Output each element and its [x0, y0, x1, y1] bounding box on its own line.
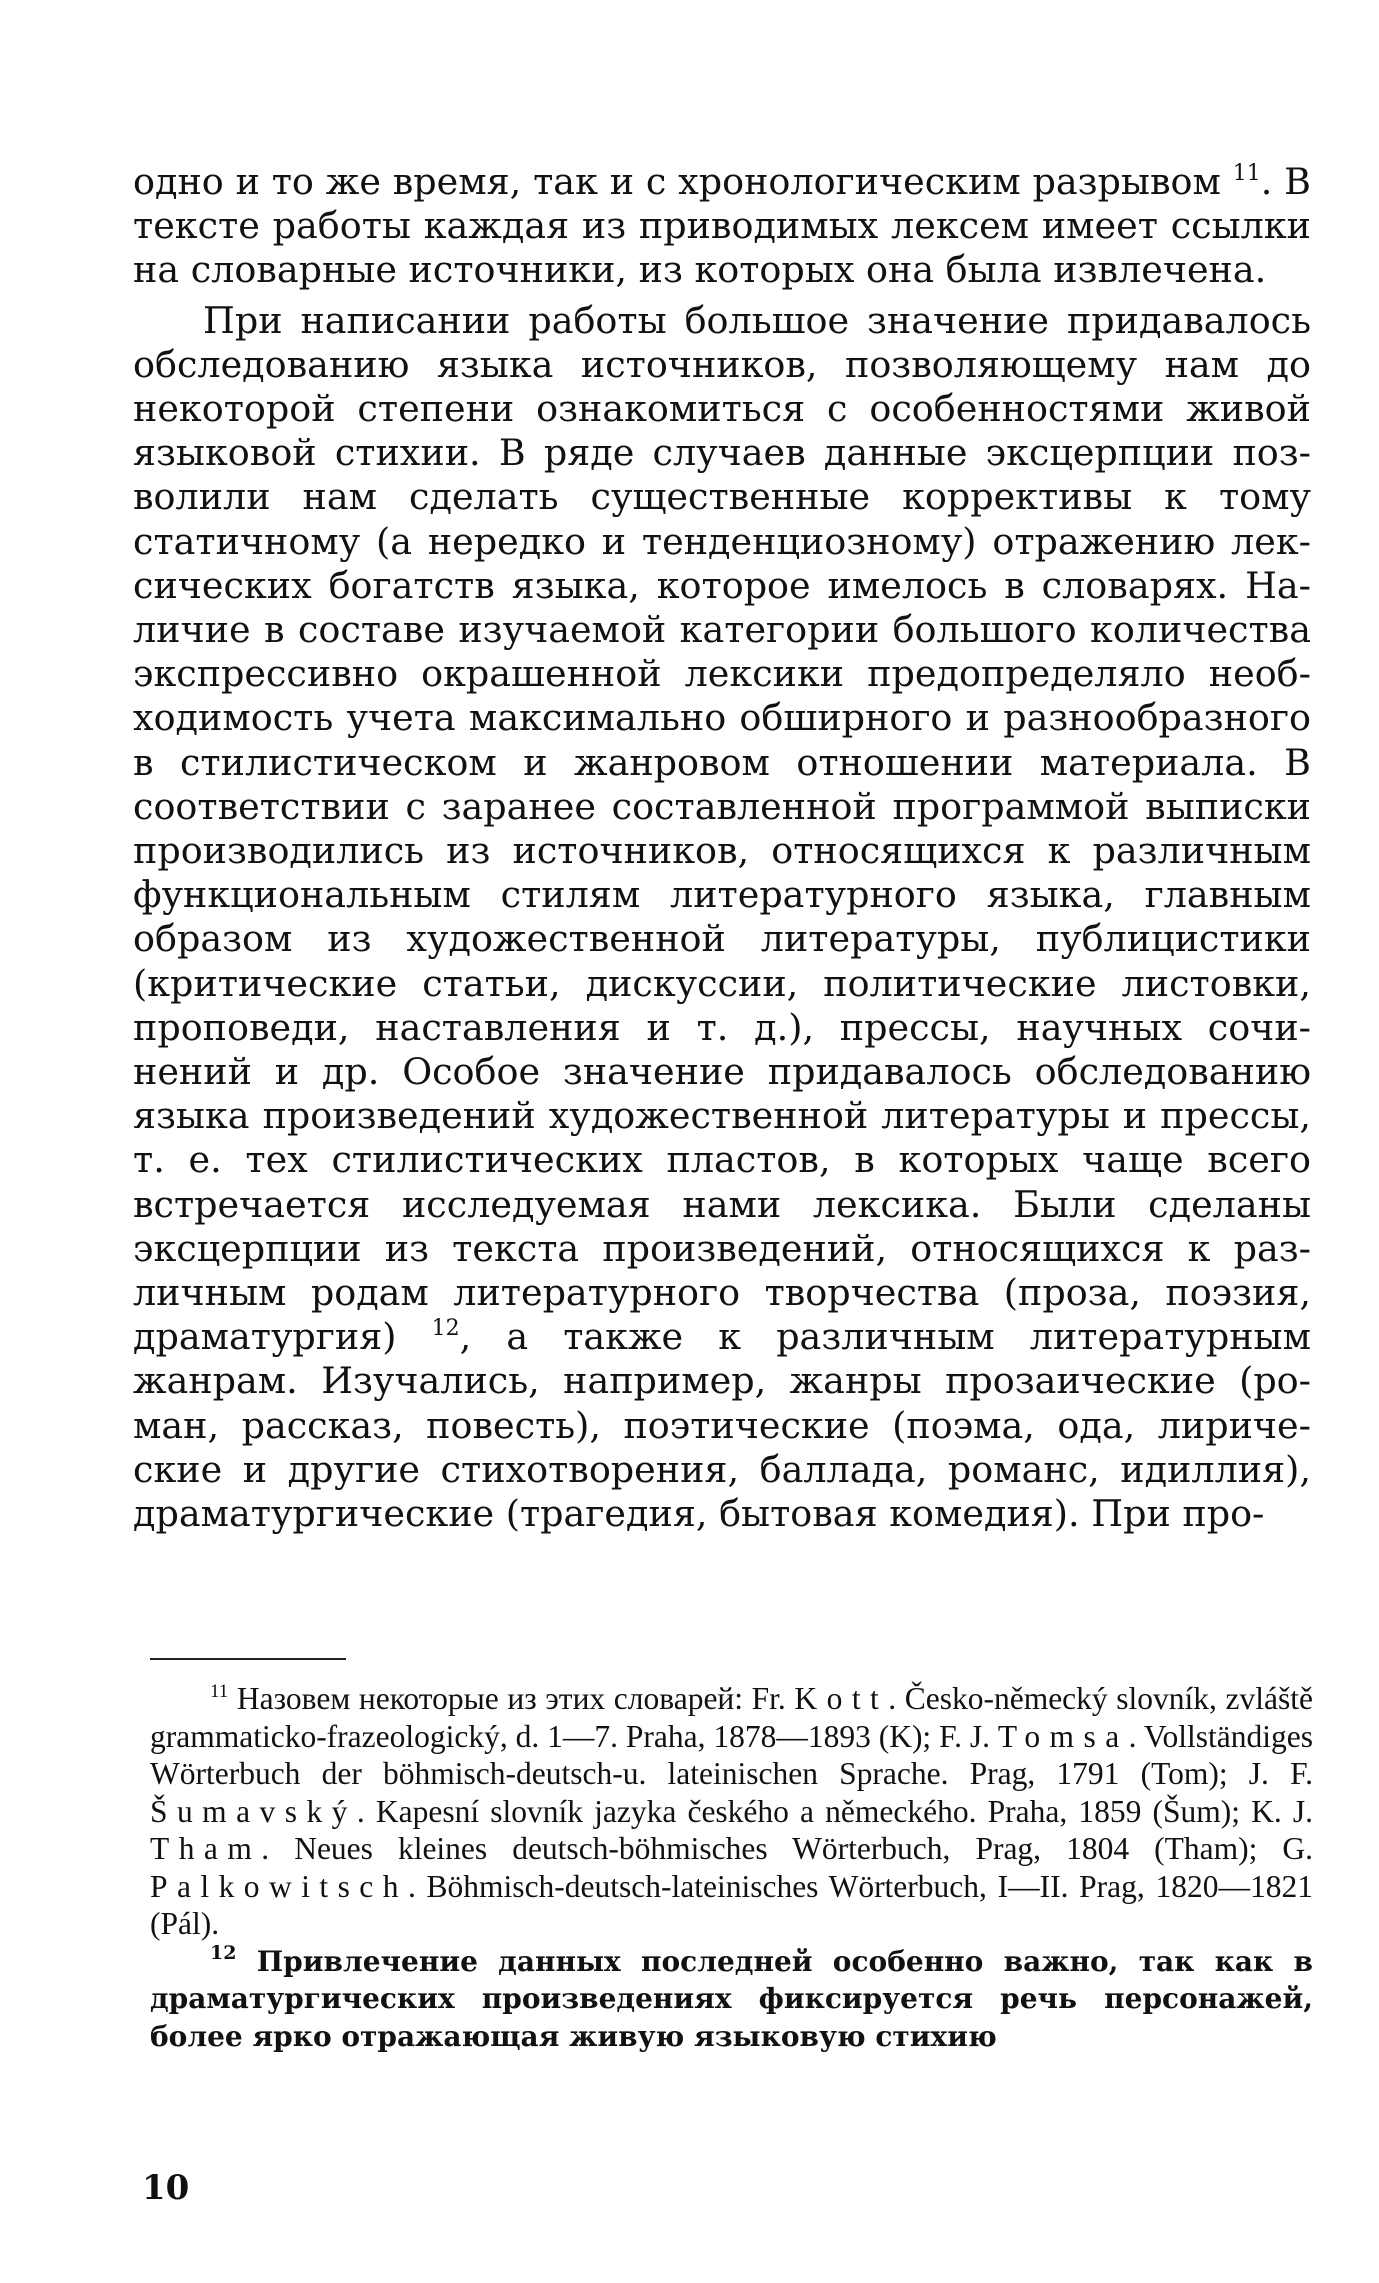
footnote-12-text: Привлечение данных последней особенно важно, так как в драматургических произведениях фиксируется речь персонажей, более ярко отражающая живую языковую стихию	[150, 1944, 1313, 2053]
footnotes	[150, 1680, 1313, 2055]
paragraph-1-text-a: одно и то же время, так и с хронологическим разрывом	[133, 160, 1233, 203]
paragraph-2-text-b: , а также к различным литературным жанрам. Изучались, например, жанры прозаические (роман, рассказ, повесть), поэтические (поэма, ода, лирические и другие стихотворения, баллада, романс, идиллия), драматургические (трагедия, бытовая комедия). При про-	[133, 1315, 1311, 1536]
author-name-palkowitsch: Palkowitsch	[150, 1868, 408, 1904]
paragraph-1-text-b: . В тексте работы каждая из приводимых лексем имеет ссылки на словарные источники, из которых она была извлечена.	[133, 160, 1311, 292]
paragraph-2-text-a: При написании работы большое значение придавалось обследованию языка источников, позволяющему нам до некоторой степени ознакомиться с особенностями живой языковой стихии. В ряде случаев данные эксцерпции позволили нам сделать существенные коррективы к тому статичному (а нередко и тенденциозному) отражению лексических богатств языка, которое имелось в словарях. Наличие в составе изучаемой категории большого количества экспрессивно окрашенной лексики предопределяло необходимость учета максимально обширного и разнообразного в стилистическом и жанровом отношении материала. В соответствии с заранее составленной программой выписки производились из источников, относящихся к различным функциональным стилям литературного языка, главным образом из художественной литературы, публицистики (критические статьи, дискуссии, политические листовки, проповеди, наставления и т. д.), прессы, научных сочинений и др. Особое значение придавалось обследованию языка произведений художественной литературы и прессы, т. е. тех стилистических пластов, в которых чаще всего встречается исследуемая нами лексика. Были сделаны эксцерпции из текста произведений, относящихся к различным родам литературного творчества (проза, поэзия, драматургия)	[133, 298, 1311, 1359]
footnote-11-text-4: . Kapesní slovník jazyka českého a německého. Praha, 1859 (Šum); K. J.	[356, 1793, 1313, 1829]
footnote-11-text-6: . Böhmisch-deutsch-lateinisches Wörterbuch, I—II. Prag, 1820—1821 (Pál).	[150, 1868, 1313, 1941]
footnote-11-text-2: . Česko-německý slovník, zvláště grammaticko-frazeologický, d. 1—7. Praha, 1878—1893 (K); F. J.	[150, 1681, 1313, 1754]
author-name-tham: Tham	[150, 1831, 262, 1866]
main-text	[133, 160, 1311, 1536]
footnote-ref-12[interactable]: 12	[431, 1316, 460, 1342]
footnote-11	[150, 1680, 1313, 1943]
footnote-11-text-5: . Neues kleines deutsch-böhmisches Wörterbuch, Prag, 1804 (Tham); G.	[261, 1831, 1313, 1866]
paragraph-1	[133, 160, 1311, 293]
footnote-ref-11[interactable]: 11	[1232, 161, 1261, 186]
paragraph-2	[133, 299, 1311, 1537]
footnote-11-text-3: . Vollständiges Wörterbuch der böhmisch-deutsch-u. lateinischen Sprache. Prag, 1791 (Tom); J. F.	[150, 1718, 1314, 1791]
author-name-sumavsky: Šumavský	[150, 1793, 357, 1829]
footnote-12-mark: 12	[210, 1941, 237, 1964]
author-name-tomsa: Tomsa	[997, 1718, 1129, 1754]
footnote-12	[150, 1943, 1313, 2056]
footnote-11-mark: 11	[210, 1681, 229, 1702]
footnote-11-text-1: Назовем некоторые из этих словарей: Fr.	[228, 1681, 795, 1716]
page-number: 10	[142, 2168, 190, 2208]
author-name-kott: Kott	[794, 1681, 889, 1716]
footnote-separator	[150, 1658, 346, 1660]
